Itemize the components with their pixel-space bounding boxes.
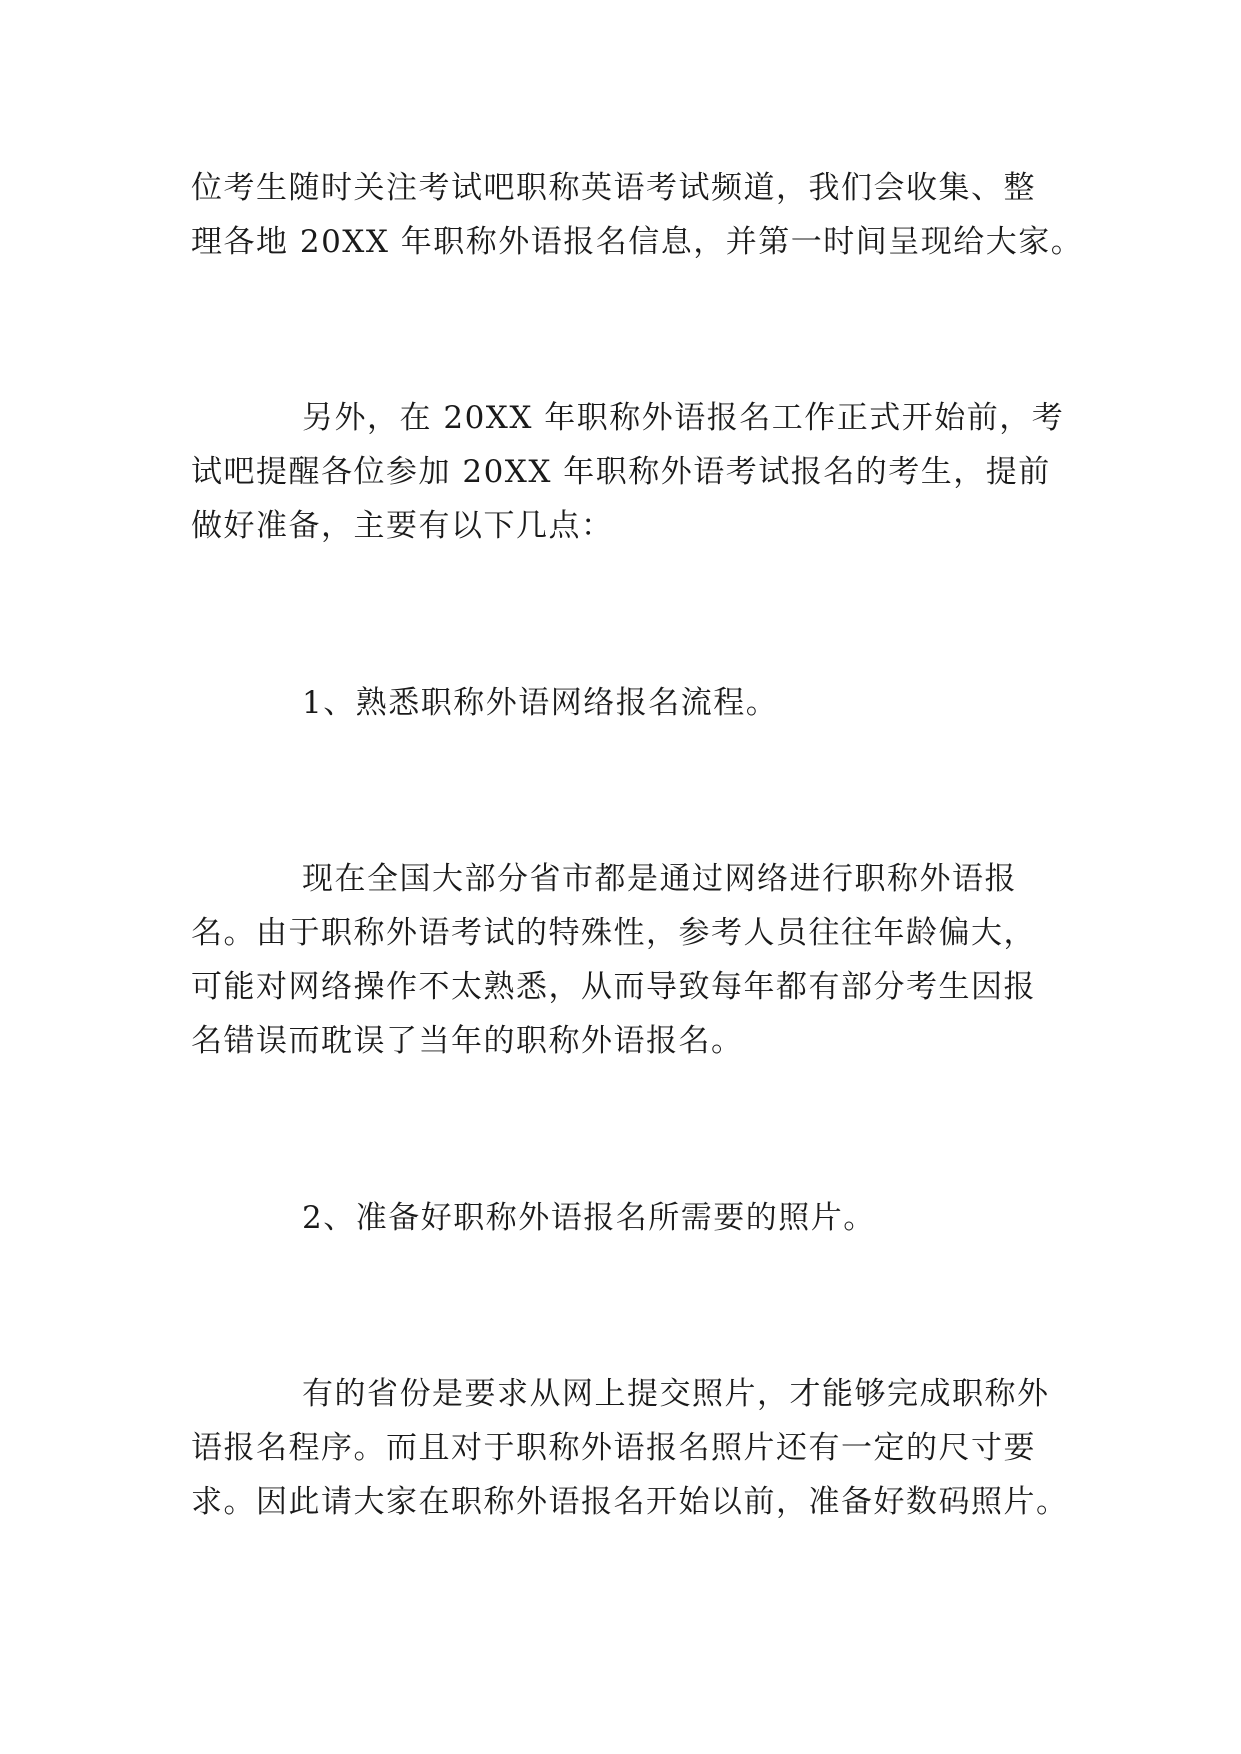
paragraph-3-line-4: 名错误而耽误了当年的职称外语报名。 xyxy=(191,1023,744,1059)
paragraph-3-line-2: 名。由于职称外语考试的特殊性，参考人员往往年龄偏大， xyxy=(191,915,1036,951)
paragraph-2-line-3: 做好准备，主要有以下几点： xyxy=(191,508,614,544)
list-item-2: 2、准备好职称外语报名所需要的照片。 xyxy=(302,1200,876,1236)
paragraph-4-line-3: 求。因此请大家在职称外语报名开始以前，准备好数码照片。 xyxy=(191,1484,1069,1520)
paragraph-4-line-2: 语报名程序。而且对于职称外语报名照片还有一定的尺寸要 xyxy=(191,1430,1036,1466)
paragraph-3-line-3: 可能对网络操作不太熟悉，从而导致每年都有部分考生因报 xyxy=(191,969,1036,1005)
paragraph-2-line-1: 另外，在 20XX 年职称外语报名工作正式开始前，考 xyxy=(302,400,1065,436)
list-item-1: 1、熟悉职称外语网络报名流程。 xyxy=(302,685,779,721)
paragraph-1-line-2: 理各地 20XX 年职称外语报名信息，并第一时间呈现给大家。 xyxy=(191,224,1084,260)
paragraph-2-line-2: 试吧提醒各位参加 20XX 年职称外语考试报名的考生，提前 xyxy=(191,454,1051,490)
paragraph-3-line-1: 现在全国大部分省市都是通过网络进行职称外语报 xyxy=(302,861,1017,897)
paragraph-4-line-1: 有的省份是要求从网上提交照片，才能够完成职称外 xyxy=(302,1376,1050,1412)
paragraph-1-line-1: 位考生随时关注考试吧职称英语考试频道，我们会收集、整 xyxy=(191,170,1036,206)
